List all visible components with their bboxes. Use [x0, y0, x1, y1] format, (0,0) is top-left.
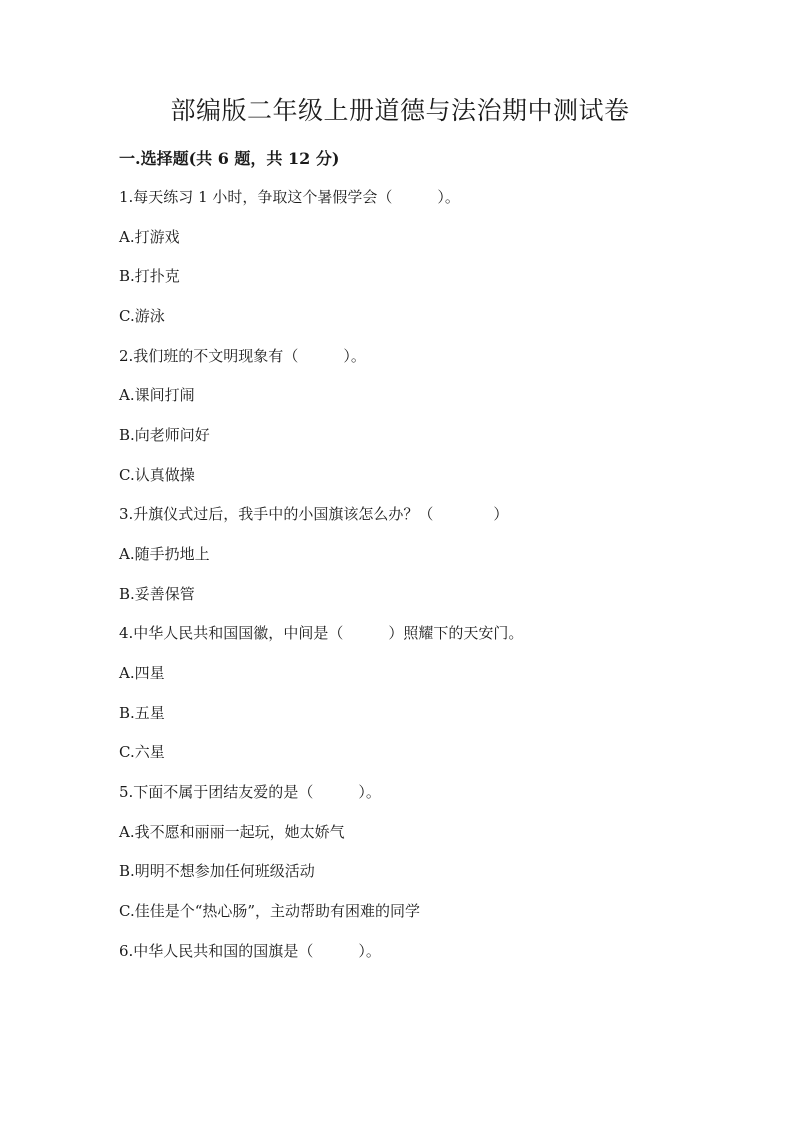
question-5-option-a: A.我不愿和丽丽一起玩，她太娇气: [119, 823, 345, 841]
question-1-option-b: B.打扑克: [119, 267, 180, 285]
question-3-option-b: B.妥善保管: [119, 585, 195, 603]
question-4-option-c: C.六星: [119, 743, 165, 761]
document-title: 部编版二年级上册道德与法治期中测试卷: [170, 96, 630, 125]
question-3-stem: 3.升旗仪式过后，我手中的小国旗该怎么办？（ ）: [119, 505, 509, 523]
question-1-stem: 1.每天练习 1 小时，争取这个暑假学会（ ）。: [119, 188, 460, 206]
question-5-option-b: B.明明不想参加任何班级活动: [119, 862, 315, 880]
question-2-option-a: A.课间打闹: [119, 386, 195, 404]
question-5-stem: 5.下面不属于团结友爱的是（ ）。: [119, 783, 381, 801]
question-6-stem: 6.中华人民共和国的国旗是（ ）。: [119, 942, 381, 960]
question-4-option-b: B.五星: [119, 704, 165, 722]
question-4-stem: 4.中华人民共和国国徽，中间是（ ）照耀下的天安门。: [119, 624, 524, 642]
question-5-option-c: C.佳佳是个“热心肠”，主动帮助有困难的同学: [119, 902, 421, 920]
question-4-option-a: A.四星: [119, 664, 165, 682]
section-heading: 一.选择题(共 6 题，共 12 分): [119, 149, 340, 168]
question-2-option-b: B.向老师问好: [119, 426, 210, 444]
question-2-option-c: C.认真做操: [119, 466, 195, 484]
question-3-option-a: A.随手扔地上: [119, 545, 210, 563]
question-1-option-a: A.打游戏: [119, 228, 180, 246]
question-1-option-c: C.游泳: [119, 307, 165, 325]
question-2-stem: 2.我们班的不文明现象有（ ）。: [119, 347, 366, 365]
